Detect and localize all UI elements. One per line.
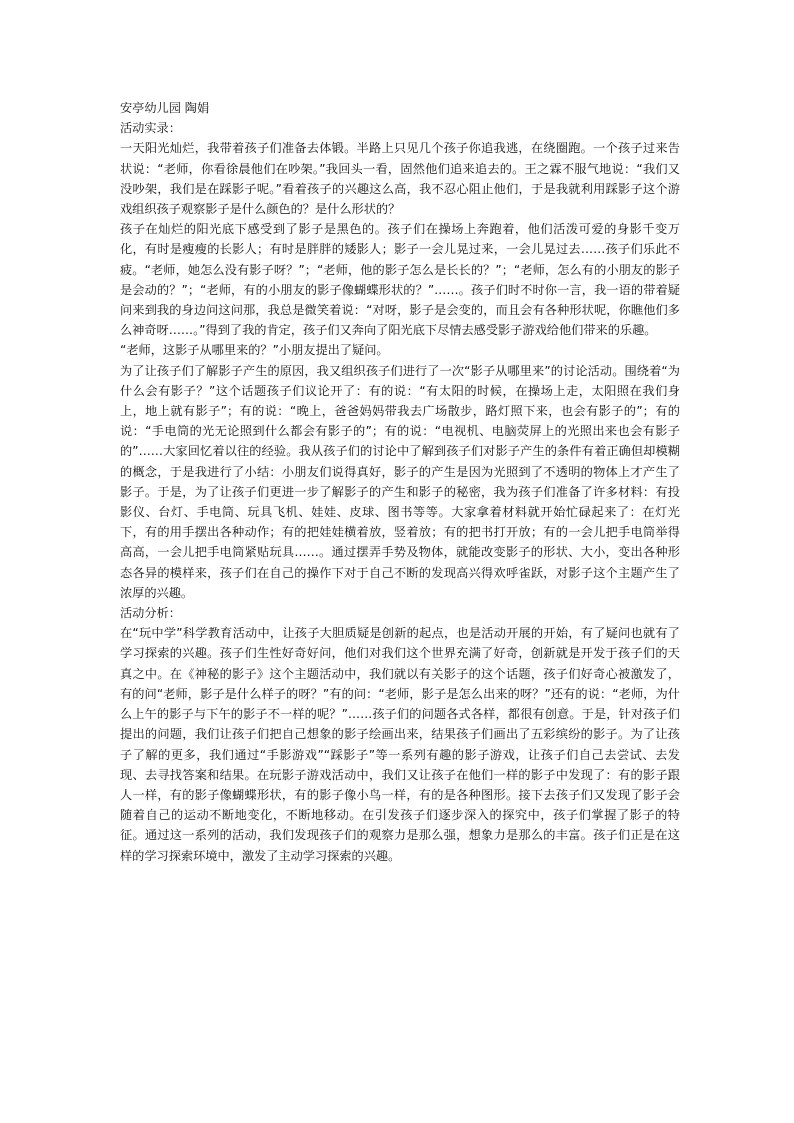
- record-paragraph-4: 为了让孩子们了解影子产生的原因，我又组织孩子们进行了一次“影子从哪里来”的讨论活动。围绕着“为什么会有影子？”这个话题孩子们议论开了：有的说：“有太阳的时候，在操场上走，太阳照在我们身上，地上就有影子”；有的说：“晚上，爸爸妈妈带我去广场散步，路灯照下来，也会有影子的”；有的说：“手电筒的光无论照到什么都会有影子的”；有的说：“电视机、电脑荧屏上的光照出来也会有影子的”……大家回忆着以往的经验。我从孩子们的讨论中了解到孩子们对影子产生的条件有着正确但却模糊的概念，于是我进行了小结：小朋友们说得真好，影子的产生是因为光照到了不透明的物体上才产生了影子。于是，为了让孩子们更进一步了解影子的产生和影子的秘密，我为孩子们准备了许多材料：有投影仪、台灯、手电筒、玩具飞机、娃娃、皮球、图书等等。大家拿着材料就开始忙碌起来了：在灯光下，有的用手摆出各种动作；有的把娃娃横着放，竖着放；有的把书打开放；有的一会儿把手电筒举得高高，一会儿把手电筒紧贴玩具……。通过摆弄手势及物体，就能改变影子的形状、大小，变出各种形态各异的模样来，孩子们在自己的操作下对于自己不断的发现高兴得欢呼雀跃，对影子这个主题产生了浓厚的兴趣。: [120, 363, 680, 600]
- record-paragraph-1: 一天阳光灿烂，我带着孩子们准备去体锻。半路上只见几个孩子你追我逃，在绕圈跑。一个孩子过来告状说：“老师，你看徐晨他们在吵架。”我回头一看，固然他们追来追去的。王之霖不服气地说：“我们又没吵架，我们是在踩影子呢。”看着孩子的兴趣这么高，我不忍心阻止他们，于是我就利用踩影子这个游戏组织孩子观察影子是什么颜色的？是什么形状的？: [120, 141, 680, 217]
- section-heading-record: 活动实录：: [120, 121, 181, 136]
- document-page: [120, 98, 680, 866]
- section-heading-analysis: 活动分析：: [120, 606, 181, 621]
- analysis-paragraph-1: 在“玩中学”科学教育活动中，让孩子大胆质疑是创新的起点，也是活动开展的开始，有了疑问也就有了学习探索的兴趣。孩子们生性好奇好问，他们对我们这个世界充满了好奇，创新就是开发于孩子们的天真之中。在《神秘的影子》这个主题活动中，我们就以有关影子的这个话题，孩子们好奇心被激发了，有的问“老师，影子是什么样子的呀？”有的问：“老师，影子是怎么出来的呀？”还有的说：“老师，为什么上午的影子与下午的影子不一样的呢？”……孩子们的问题各式各样，都很有创意。于是，针对孩子们提出的问题，我们让孩子们把自己想象的影子绘画出来，结果孩子们画出了五彩缤纷的影子。为了让孩子了解的更多，我们通过“手影游戏”“踩影子”等一系列有趣的影子游戏，让孩子们自己去尝试、去发现、去寻找答案和结果。在玩影子游戏活动中，我们又让孩子在他们一样的影子中发现了：有的影子跟人一样，有的影子像蝴蝶形状，有的影子像小鸟一样，有的是各种图形。接下去孩子们又发现了影子会随着自己的运动不断地变化，不断地移动。在引发孩子们逐步深入的探究中，孩子们掌握了影子的特征。通过这一系列的活动，我们发现孩子们的观察力是那么强，想象力是那么的丰富。孩子们正是在这样的学习探索环境中，激发了主动学习探索的兴趣。: [120, 626, 680, 863]
- author-line: 安亭幼儿园 陶娟: [120, 101, 210, 115]
- record-paragraph-3: “老师，这影子从哪里来的？”小朋友提出了疑问。: [120, 343, 389, 358]
- record-paragraph-2: 孩子在灿烂的阳光底下感受到了影子是黑色的。孩子们在操场上奔跑着，他们活泼可爱的身影千变万化，有时是瘦瘦的长影人；有时是胖胖的矮影人；影子一会儿晃过来，一会儿晃过去……孩子们乐此不疲。“老师，她怎么没有影子呀？”；“老师，他的影子怎么是长长的？”；“老师，怎么有的小朋友的影子是会动的？”；“老师，有的小朋友的影子像蝴蝶形状的？”……。孩子们时不时你一言，我一语的带着疑问来到我的身边问这问那，我总是微笑着说：“对呀，影子是会变的，而且会有各种形状呢，你瞧他们多么神奇呀……。”得到了我的肯定，孩子们又奔向了阳光底下尽情去感受影子游戏给他们带来的乐趣。: [120, 222, 680, 338]
